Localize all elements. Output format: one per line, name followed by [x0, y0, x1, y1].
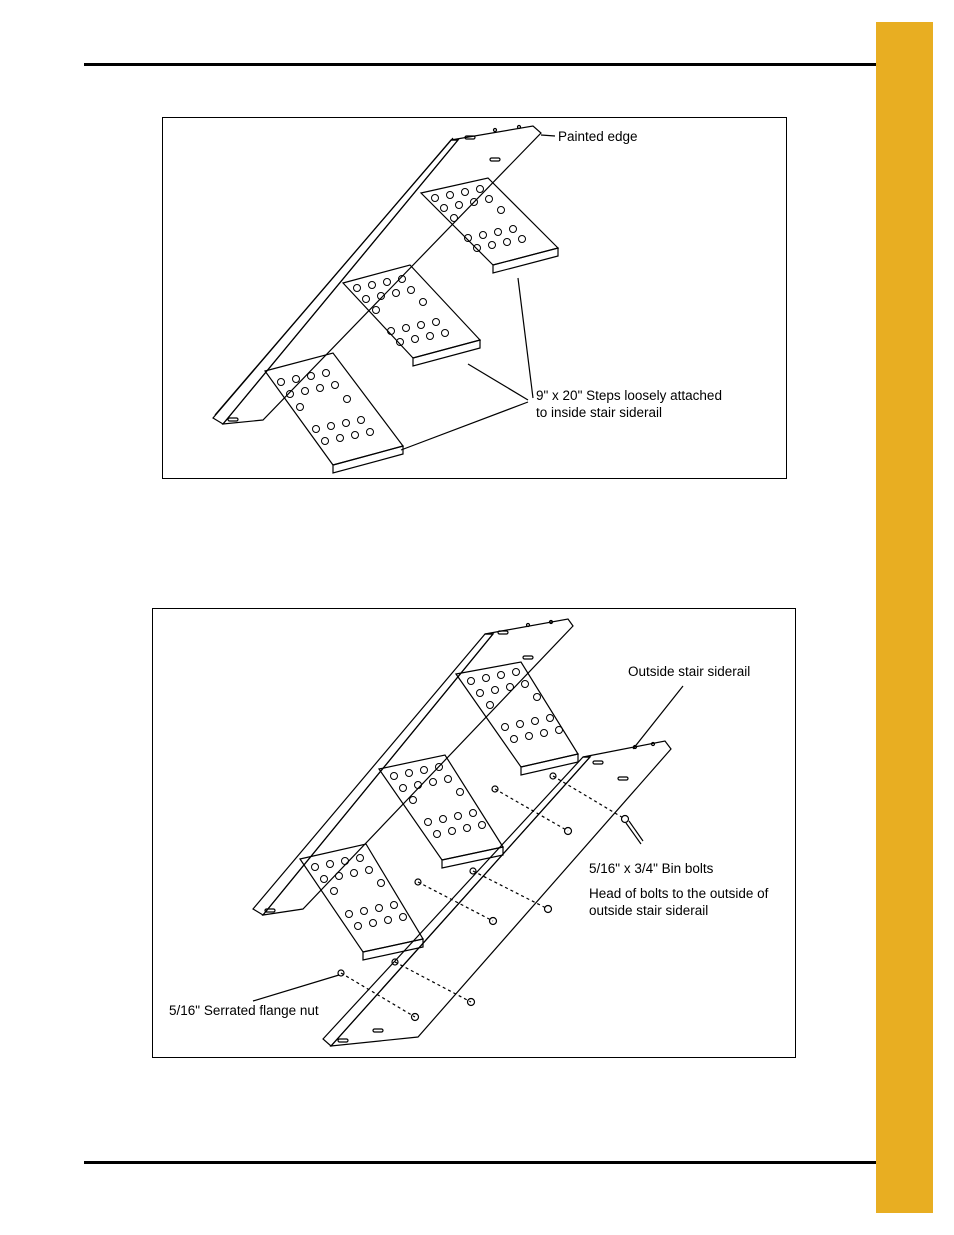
bolt-set [338, 773, 629, 1021]
step-top [421, 178, 558, 273]
callout-steps-line2: to inside stair siderail [536, 405, 663, 420]
stair-drawing-1 [163, 118, 786, 478]
header-rule [84, 63, 926, 66]
chapter-tab [876, 22, 933, 1213]
callout-flange-nut: 5/16" Serrated flange nut [169, 1003, 319, 1018]
figure-outside-siderail [152, 608, 796, 1058]
figure-steps-attached [162, 117, 787, 479]
step-middle [379, 755, 503, 868]
footer-rule [84, 1161, 926, 1164]
callout-head-line2: outside stair siderail [589, 903, 709, 918]
callout-steps-line1: 9" x 20" Steps loosely attached [536, 388, 722, 403]
callout-painted-edge: Painted edge [558, 129, 638, 144]
callout-bin-bolts: 5/16" x 3/4" Bin bolts [589, 861, 714, 876]
callout-head-line1: Head of bolts to the outside of [589, 886, 769, 901]
callout-outside-siderail: Outside stair siderail [628, 664, 751, 679]
step-bottom [265, 353, 403, 473]
